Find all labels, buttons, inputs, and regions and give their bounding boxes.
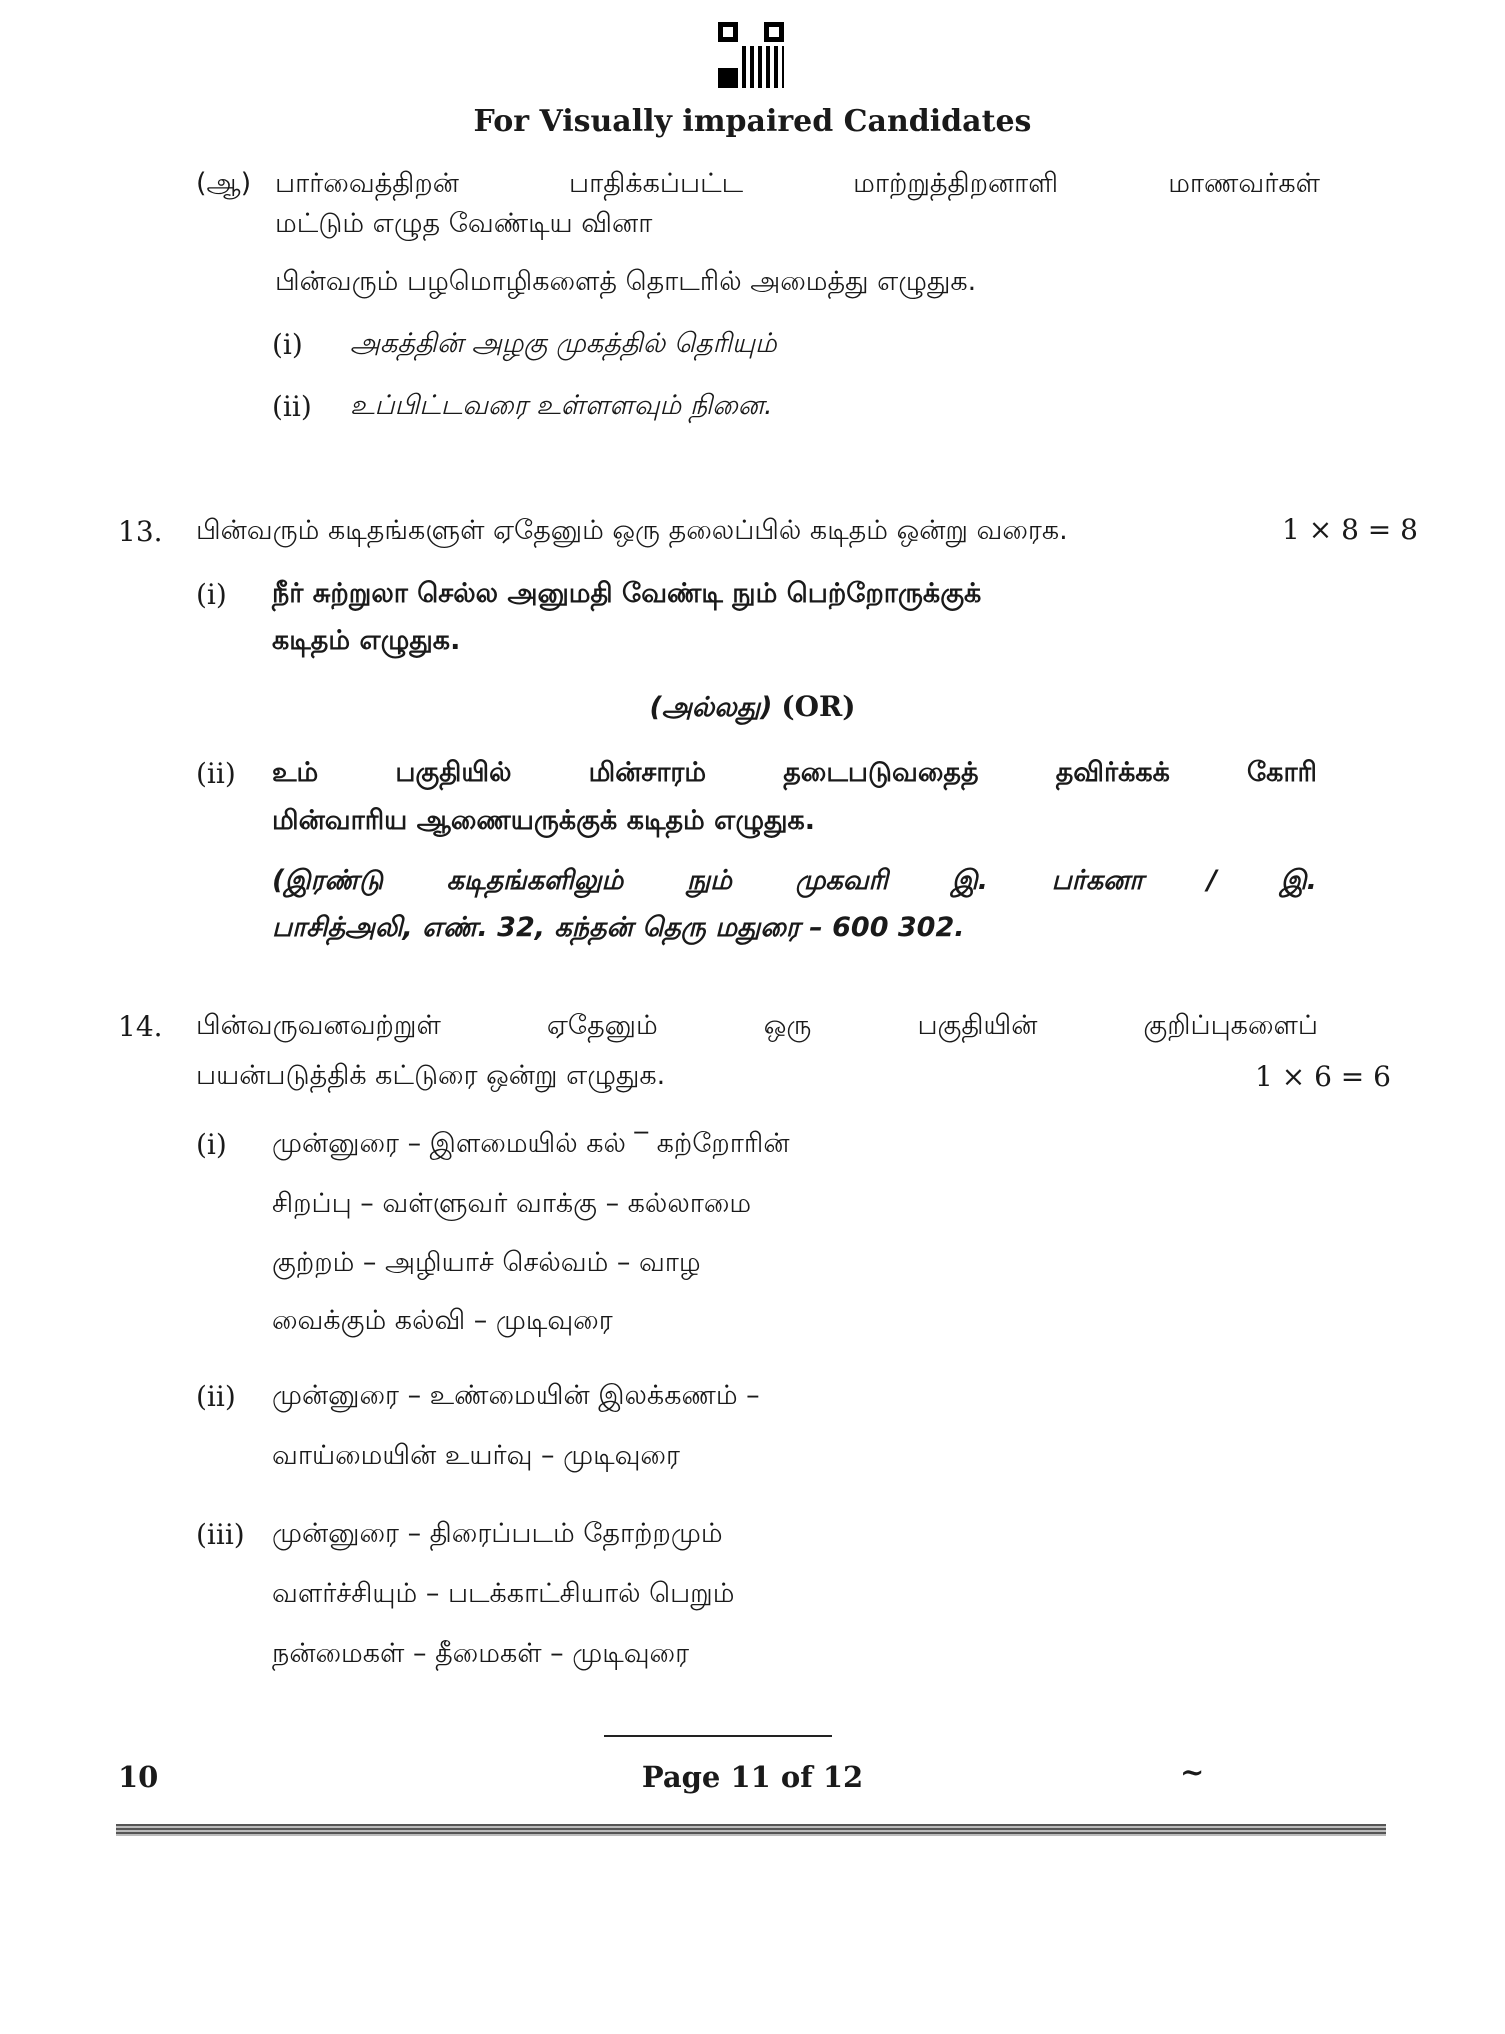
word: மாற்றுத்திறனாளி [853,168,1059,199]
word: ஒரு [763,1010,812,1041]
word: மின்சாரம் [588,757,707,788]
word: குறிப்புகளைப் [1143,1010,1318,1041]
proverb-text: உப்பிட்டவரை உள்ளளவும் நினை. [350,390,773,421]
page-number: Page 11 of 12 [641,1760,864,1794]
question-text: பின்வரும் கடிதங்களுள் ஏதேனும் ஒரு தலைப்பில் கடிதம் ஒன்று வரைக. [196,515,1068,546]
address-note-line2: பாசித்அலி, எண். 32, கந்தன் தெரு மதுரை – 600 302. [272,912,965,943]
section-label: (ஆ) [196,168,252,199]
or-separator [0,690,1505,727]
option-text: மின்வாரிய ஆணையருக்குக் கடிதம் எழுதுக. [272,805,816,836]
outline-line: சிறப்பு – வள்ளுவர் வாக்கு – கல்லாமை [272,1188,752,1219]
option-text [272,757,1317,792]
question-text: பயன்படுத்திக் கட்டுரை ஒன்று எழுதுக. [196,1060,666,1091]
option-text: நீர் சுற்றுலா செல்ல அனுமதி வேண்டி நும் பெற்றோருக்குக் [272,578,982,609]
outline-line: முன்னுரை – இளமையில் கல் ‾ கற்றோரின் [272,1128,790,1159]
outline-line: நன்மைகள் – தீமைகள் – முடிவுரை [272,1638,690,1669]
section-instruction: பின்வரும் பழமொழிகளைத் தொடரில் அமைத்து எழுதுக. [275,266,977,297]
tilde-mark: ~ [1180,1755,1205,1789]
word: பகுதியின் [917,1010,1038,1041]
option-number: (i) [196,1128,227,1161]
word: கோரி [1247,757,1317,788]
section-line1 [275,168,1320,203]
outline-line: வைக்கும் கல்வி – முடிவுரை [272,1305,613,1336]
option-text: கடிதம் எழுதுக. [272,625,461,656]
option-number: (iii) [196,1518,245,1551]
outline-line: வாய்மையின் உயர்வு – முடிவுரை [272,1440,680,1471]
paper-code: 10 [118,1760,159,1794]
address-note [272,865,1317,900]
question-number: 14. [118,1010,163,1043]
word: பகுதியில் [395,757,512,788]
word: கடிதங்களிலும் [446,865,624,896]
word: பார்வைத்திறன் [275,168,459,199]
page-title: For Visually impaired Candidates [473,104,1032,139]
section-line2: மட்டும் எழுத வேண்டிய வினா [275,208,653,239]
question-number: 13. [118,515,163,548]
question-text [196,1010,1318,1045]
word: மாணவர்கள் [1168,168,1320,199]
word: பாதிக்கப்பட்ட [569,168,744,199]
word: ஏதேனும் [546,1010,658,1041]
item-number: (i) [272,328,303,361]
word: இ. [951,865,989,896]
item-number: (ii) [272,390,312,423]
marks: 1 × 8 = 8 [1282,513,1418,546]
qr-code-icon [718,22,784,88]
word: இ. [1280,865,1317,896]
divider [604,1735,832,1737]
word: பின்வருவனவற்றுள் [196,1010,441,1041]
outline-line: குற்றம் – அழியாச் செல்வம் – வாழ [272,1247,701,1278]
footer-rule [116,1824,1386,1836]
word: உம் [272,757,319,788]
option-number: (ii) [196,1380,236,1413]
outline-line: முன்னுரை – திரைப்படம் தோற்றமும் [272,1518,723,1549]
word: முகவரி [795,865,888,896]
word: பர்கனா [1051,865,1144,896]
word: / [1206,865,1217,896]
outline-line: முன்னுரை – உண்மையின் இலக்கணம் – [272,1380,760,1411]
or-tamil: (அல்லது) [649,692,773,723]
word: (இரண்டு [272,865,384,896]
outline-line: வளர்ச்சியும் – படக்காட்சியால் பெறும் [272,1578,735,1609]
word: நும் [686,865,732,896]
option-number: (i) [196,578,227,611]
word: தவிர்க்கக் [1055,757,1170,788]
proverb-text: அகத்தின் அழகு முகத்தில் தெரியும் [350,328,777,359]
word: தடைபடுவதைத் [783,757,979,788]
option-number: (ii) [196,757,236,790]
marks: 1 × 6 = 6 [1255,1060,1391,1093]
or-english: (OR) [781,690,856,723]
